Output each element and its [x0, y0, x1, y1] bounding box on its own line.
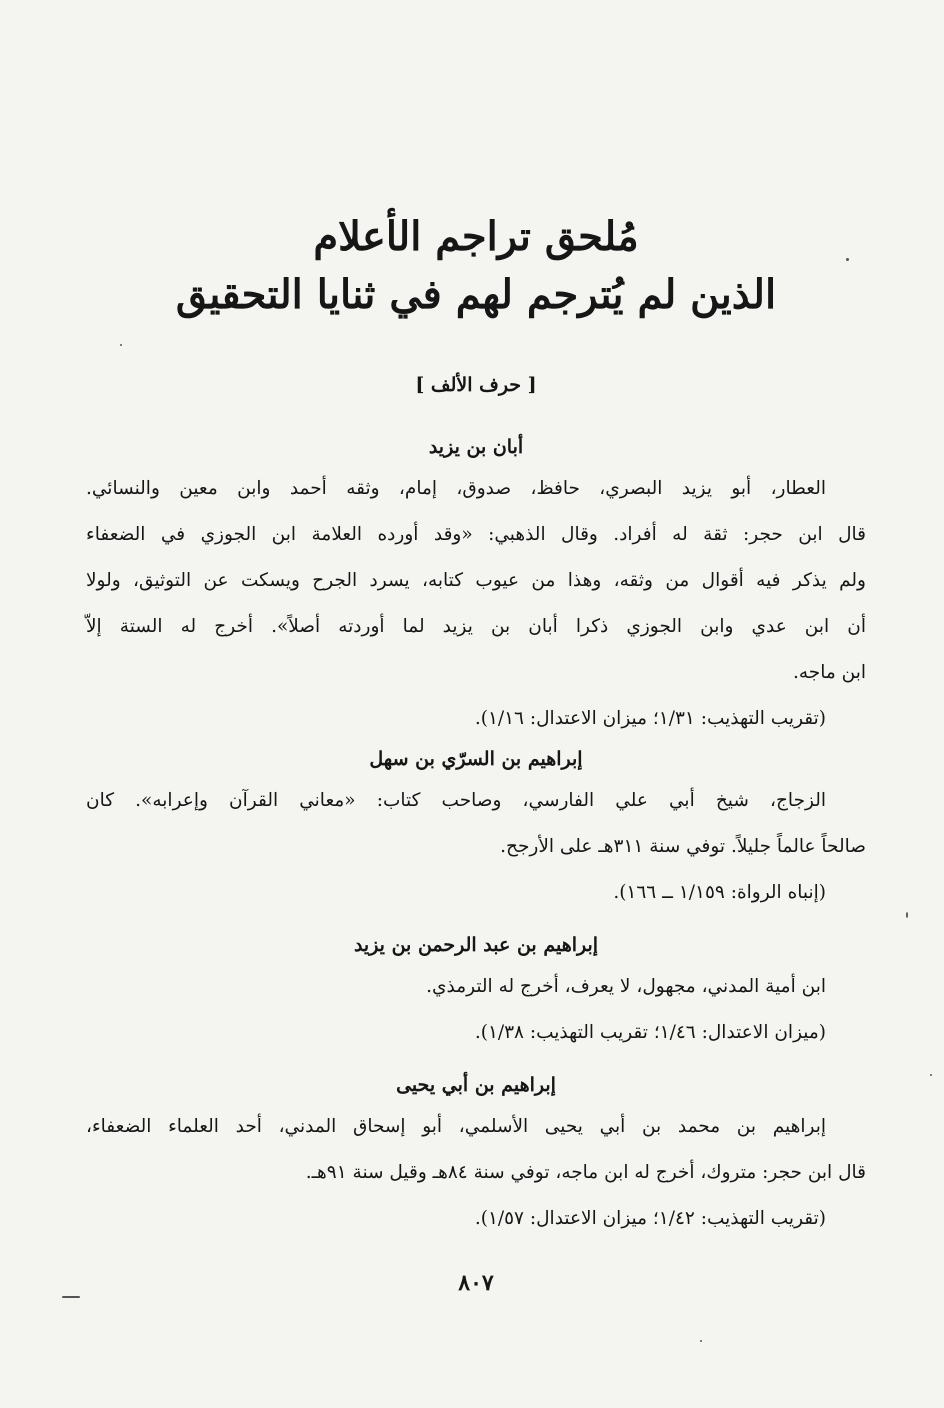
entry-line: ابن أمية المدني، مجهول، لا يعرف، أخرج له الترمذي.: [426, 976, 826, 997]
entry-name: إبراهيم بن السرّي بن سهل: [369, 748, 583, 770]
entry-line: الزجاج، شيخ أبي علي الفارسي، وصاحب كتاب: «معاني القرآن وإعرابه». كان: [86, 790, 826, 811]
entry-source: (تقريب التهذيب: ١/٣١؛ ميزان الاعتدال: ١/١٦).: [474, 708, 826, 729]
entry-body: [86, 1104, 866, 1196]
entry-name: أبان بن يزيد: [428, 436, 524, 458]
entry-line: العطار، أبو يزيد البصري، حافظ، صدوق، إمام، وثقه أحمد وابن معين والنسائي.: [86, 478, 826, 499]
biography-entry: [86, 1066, 866, 1242]
scan-speck: [930, 1074, 932, 1076]
entry-line: أن ابن عدي وابن الجوزي ذكرا أبان بن يزيد لما أوردته أصلاً». أخرج له الستة إلاّ: [86, 616, 866, 637]
entry-line: ولم يذكر فيه أقوال من وثقه، وهذا من عيوب كتابه، يسرد الجرح ويسكت عن التوثيق، ولولا: [86, 570, 866, 591]
entry-line: صالحاً عالماً جليلاً. توفي سنة ٣١١هـ على الأرجح.: [500, 836, 866, 857]
biography-entry: [86, 740, 866, 916]
scan-speck: [906, 912, 908, 918]
scan-speck: [62, 1296, 80, 1298]
entry-body: [86, 964, 866, 1010]
entry-source: (إنباه الرواة: ١/١٥٩ ــ ١٦٦).: [613, 882, 826, 903]
scan-speck: [846, 258, 849, 261]
entry-line: ابن ماجه.: [792, 662, 866, 683]
entry-body: [86, 466, 866, 696]
biography-entry: [86, 926, 866, 1056]
entry-source: (ميزان الاعتدال: ١/٤٦؛ تقريب التهذيب: ١/٣٨).: [474, 1022, 826, 1043]
title-line-2: الذين لم يُترجم لهم في ثنايا التحقيق: [175, 271, 777, 318]
scan-speck: [700, 1340, 702, 1342]
scan-speck: [120, 344, 122, 346]
entry-line: قال ابن حجر: ثقة له أفراد. وقال الذهبي: «وقد أورده العلامة ابن الجوزي في الضعفاء: [86, 524, 866, 545]
book-page: [86, 0, 866, 1408]
entry-name: إبراهيم بن أبي يحيى: [396, 1074, 556, 1096]
entry-line: إبراهيم بن محمد بن أبي يحيى الأسلمي، أبو إسحاق المدني، أحد العلماء الضعفاء،: [86, 1116, 826, 1137]
entry-name: إبراهيم بن عبد الرحمن بن يزيد: [353, 934, 599, 956]
entry-line: قال ابن حجر: متروك، أخرج له ابن ماجه، توفي سنة ٨٤هـ وقيل سنة ٩١هـ.: [305, 1162, 866, 1183]
entry-source: (تقريب التهذيب: ١/٤٢؛ ميزان الاعتدال: ١/٥٧).: [474, 1208, 826, 1229]
page-number: ٨٠٧: [458, 1270, 494, 1296]
appendix-title: [86, 208, 866, 324]
biography-entry: [86, 428, 866, 742]
entry-body: [86, 778, 866, 870]
section-heading-alif: [ حرف الألف ]: [415, 374, 537, 396]
title-line-1: مُلحق تراجم الأعلام: [313, 213, 639, 260]
